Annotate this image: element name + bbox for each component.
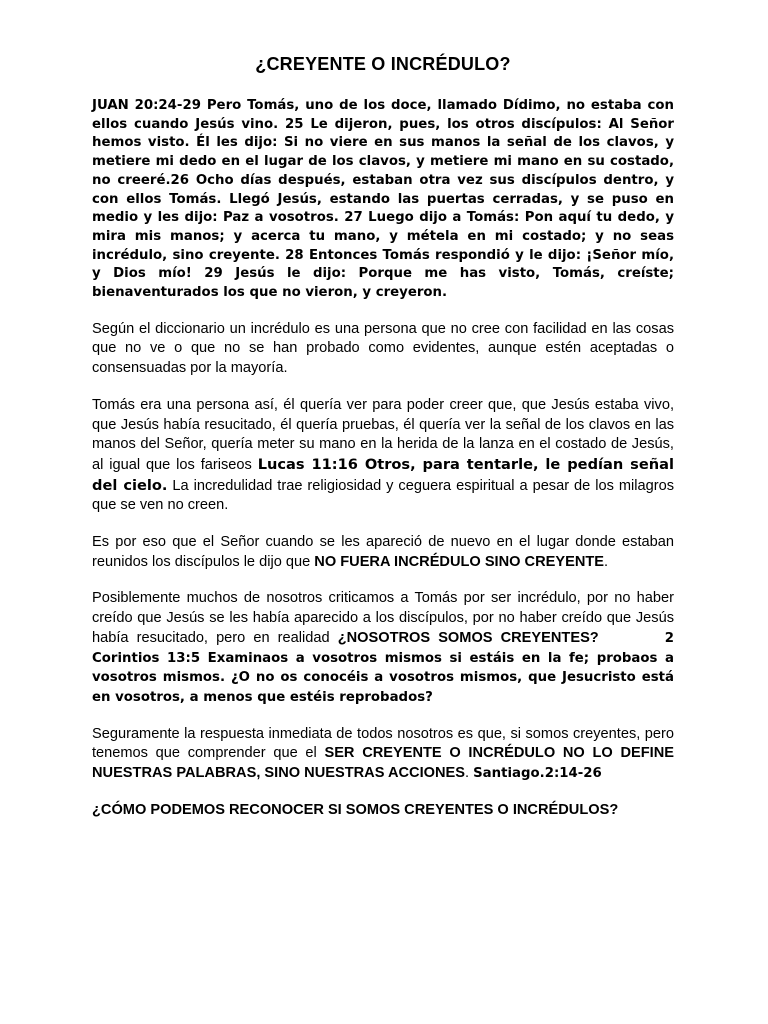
emphasis-are-we-believers: ¿NOSOTROS SOMOS CREYENTES? [337,629,599,646]
paragraph-response-sep: . [464,765,474,782]
paragraph-criticism-text: Posiblemente muchos de nosotros criticamos a Tomás por ser incrédulo, por no haber creído que Jesús se les había aparecido a los discípulos, por no haber creído que Jesús había resucitado, pero en realidad [92,590,674,646]
paragraph-definition: Según el diccionario un incrédulo es una persona que no cree con facilidad en las cosas que no ve o que no se han probado como evidentes, aunque estén aceptadas o consensuadas por la mayoría. [92,320,674,377]
paragraph-thomas-text-end: La incredulidad trae religiosidad y ceguera espiritual a pesar de los milagros que se ven no creen. [92,477,674,514]
scripture-ref-santiago: Santiago.2:14-26 [473,766,602,782]
paragraph-response [92,725,674,784]
emphasis-actions-not-words: SER CREYENTE O INCRÉDULO NO LO DEFINE NUESTRAS PALABRAS, SINO NUESTRAS ACCIONES [92,745,674,782]
paragraph-lord-said-end: . [604,553,609,570]
paragraph-lord-said [92,533,674,572]
document-title: ¿CREYENTE O INCRÉDULO? [255,54,511,74]
scripture-block-john: JUAN 20:24-29 Pero Tomás, uno de los doce, llamado Dídimo, no estaba con ellos cuando Jesús vino. 25 Le dijeron, pues, los otros discípulos: Al Señor hemos visto. Él les dijo: Si no viere en sus manos la señal de los clavos, y metiere mi dedo en el lugar de los clavos, y metiere mi mano en su costado, no creeré.26 Ocho días después, estaban otra vez sus discípulos dentro, y con ellos Tomás. Llegó Jesús, estando las puertas cerradas, y se puso en medio y les dijo: Paz a vosotros. 27 Luego dijo a Tomás: Pon aquí tu dedo, y mira mis manos; y acerca tu mano, y métela en mi costado; y no seas incrédulo, sino creyente. 28 Entonces Tomás respondió y le dijo: ¡Señor mío, y Dios mío! 29 Jesús le dijo: Porque me has visto, Tomás, creíste; bienaventurados los que no vieron, y creyeron. [92,98,674,301]
paragraph-thomas-text: Tomás era una persona así, él quería ver para poder creer que, que Jesús estaba vivo, que Jesús había resucitado, él quería pruebas, él quería ver la señal de los clavos en las manos del Señor, quería meter su mano en la herida de la lanza en el costado de Jesús, al igual que los fariseos [92,396,674,473]
paragraph-response-text: Seguramente la respuesta inmediata de todos nosotros es que, si somos creyentes, pero tenemos que comprender que el [92,725,674,762]
emphasis-not-unbeliever: NO FUERA INCRÉDULO SINO CREYENTE [314,553,605,570]
paragraph-lord-said-text: Es por eso que el Señor cuando se les apareció de nuevo en el lugar donde estaban reunidos los discípulos le dijo que [92,534,674,570]
paragraph-criticism [92,589,674,707]
closing-question: ¿CÓMO PODEMOS RECONOCER SI SOMOS CREYENTES O INCRÉDULOS? [92,801,619,818]
scripture-corinthians: 2 Corintios 13:5 Examinaos a vosotros mismos si estáis en la fe; probaos a vosotros mismos. ¿O no os conocéis a vosotros mismos, que Jesucristo está en vosotros, a menos que estéis reprobados? [92,630,674,705]
paragraph-thomas [92,396,674,516]
scripture-luke: Lucas 11:16 Otros, para tentarle, le pedían señal del cielo. [92,455,674,494]
